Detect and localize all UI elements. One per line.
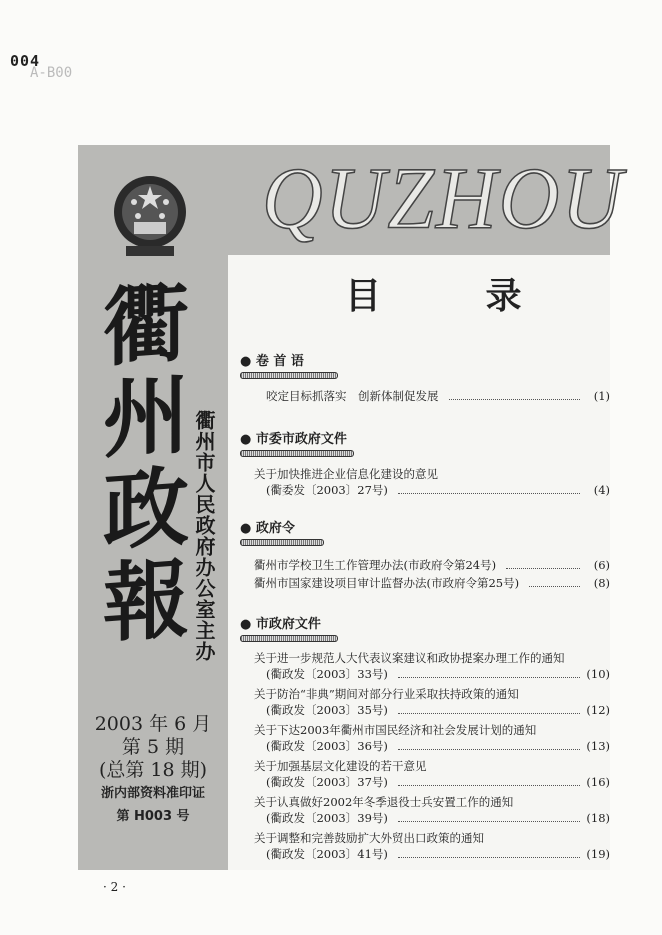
page-number: · 2 ·	[103, 880, 126, 894]
section-heading: ● 市委市政府文件	[240, 428, 354, 457]
toc-entry[interactable]: 关于认真做好2002年冬季退役士兵安置工作的通知 (衢政发〔2003〕39号) (18)	[254, 795, 610, 825]
toc-entry[interactable]: 关于调整和完善鼓励扩大外贸出口政策的通知 (衢政发〔2003〕41号) (19)	[254, 831, 610, 861]
title-latin: QUZHOU	[262, 149, 625, 248]
section-heading-text: 市政府文件	[255, 617, 321, 632]
permit: 浙内部资料准印证	[100, 786, 205, 801]
section-heading-text: 卷 首 语	[255, 354, 304, 369]
section-heading-text: 政府令	[255, 521, 295, 536]
toc-entry[interactable]: 关于进一步规范人大代表议案建议和政协提案办理工作的通知 (衢政发〔2003〕33号) (10)	[254, 651, 610, 681]
issue-info	[78, 713, 228, 828]
archive-stamp-faint: A-B00	[30, 65, 73, 81]
archive-stamp-number: 004	[10, 52, 41, 70]
toc-entry[interactable]: 关于加快推进企业信息化建设的意见 (衢委发〔2003〕27号) (4)	[254, 467, 610, 497]
title-calligraphy: 衢州政報	[88, 276, 189, 652]
toc-entry[interactable]: 咬定目标抓落实 创新体制促发展 (1)	[266, 389, 610, 403]
section-heading: ● 卷 首 语	[240, 350, 338, 379]
toc-entry[interactable]: 关于加强基层文化建设的若干意见 (衢政发〔2003〕37号) (16)	[254, 759, 610, 789]
permit-number: 第 H003 号	[116, 809, 190, 824]
section-heading: ● 市政府文件	[240, 613, 338, 642]
toc-entry[interactable]: 关于防治“非典”期间对部分行业采取扶持政策的通知 (衢政发〔2003〕35号) (12)	[254, 687, 610, 717]
toc-entry[interactable]: 衢州市国家建设项目审计监督办法(市政府令第25号) (8)	[254, 576, 610, 590]
section-heading: ● 政府令	[240, 517, 324, 546]
section-heading-text: 市委市政府文件	[255, 432, 347, 447]
national-emblem-icon	[110, 172, 190, 260]
issue-number: 第 5 期	[121, 736, 185, 758]
sponsor-text: 衢州市人民政府办公室主办	[192, 410, 216, 662]
total-issue: (总第 18 期)	[98, 759, 208, 781]
issue-date: 2003 年 6 月	[94, 713, 212, 735]
toc-title: 目 录	[345, 276, 568, 317]
toc-entry[interactable]: 衢州市学校卫生工作管理办法(市政府令第24号) (6)	[254, 558, 610, 572]
toc-entry[interactable]: 关于下达2003年衢州市国民经济和社会发展计划的通知 (衢政发〔2003〕36号) (13)	[254, 723, 610, 753]
